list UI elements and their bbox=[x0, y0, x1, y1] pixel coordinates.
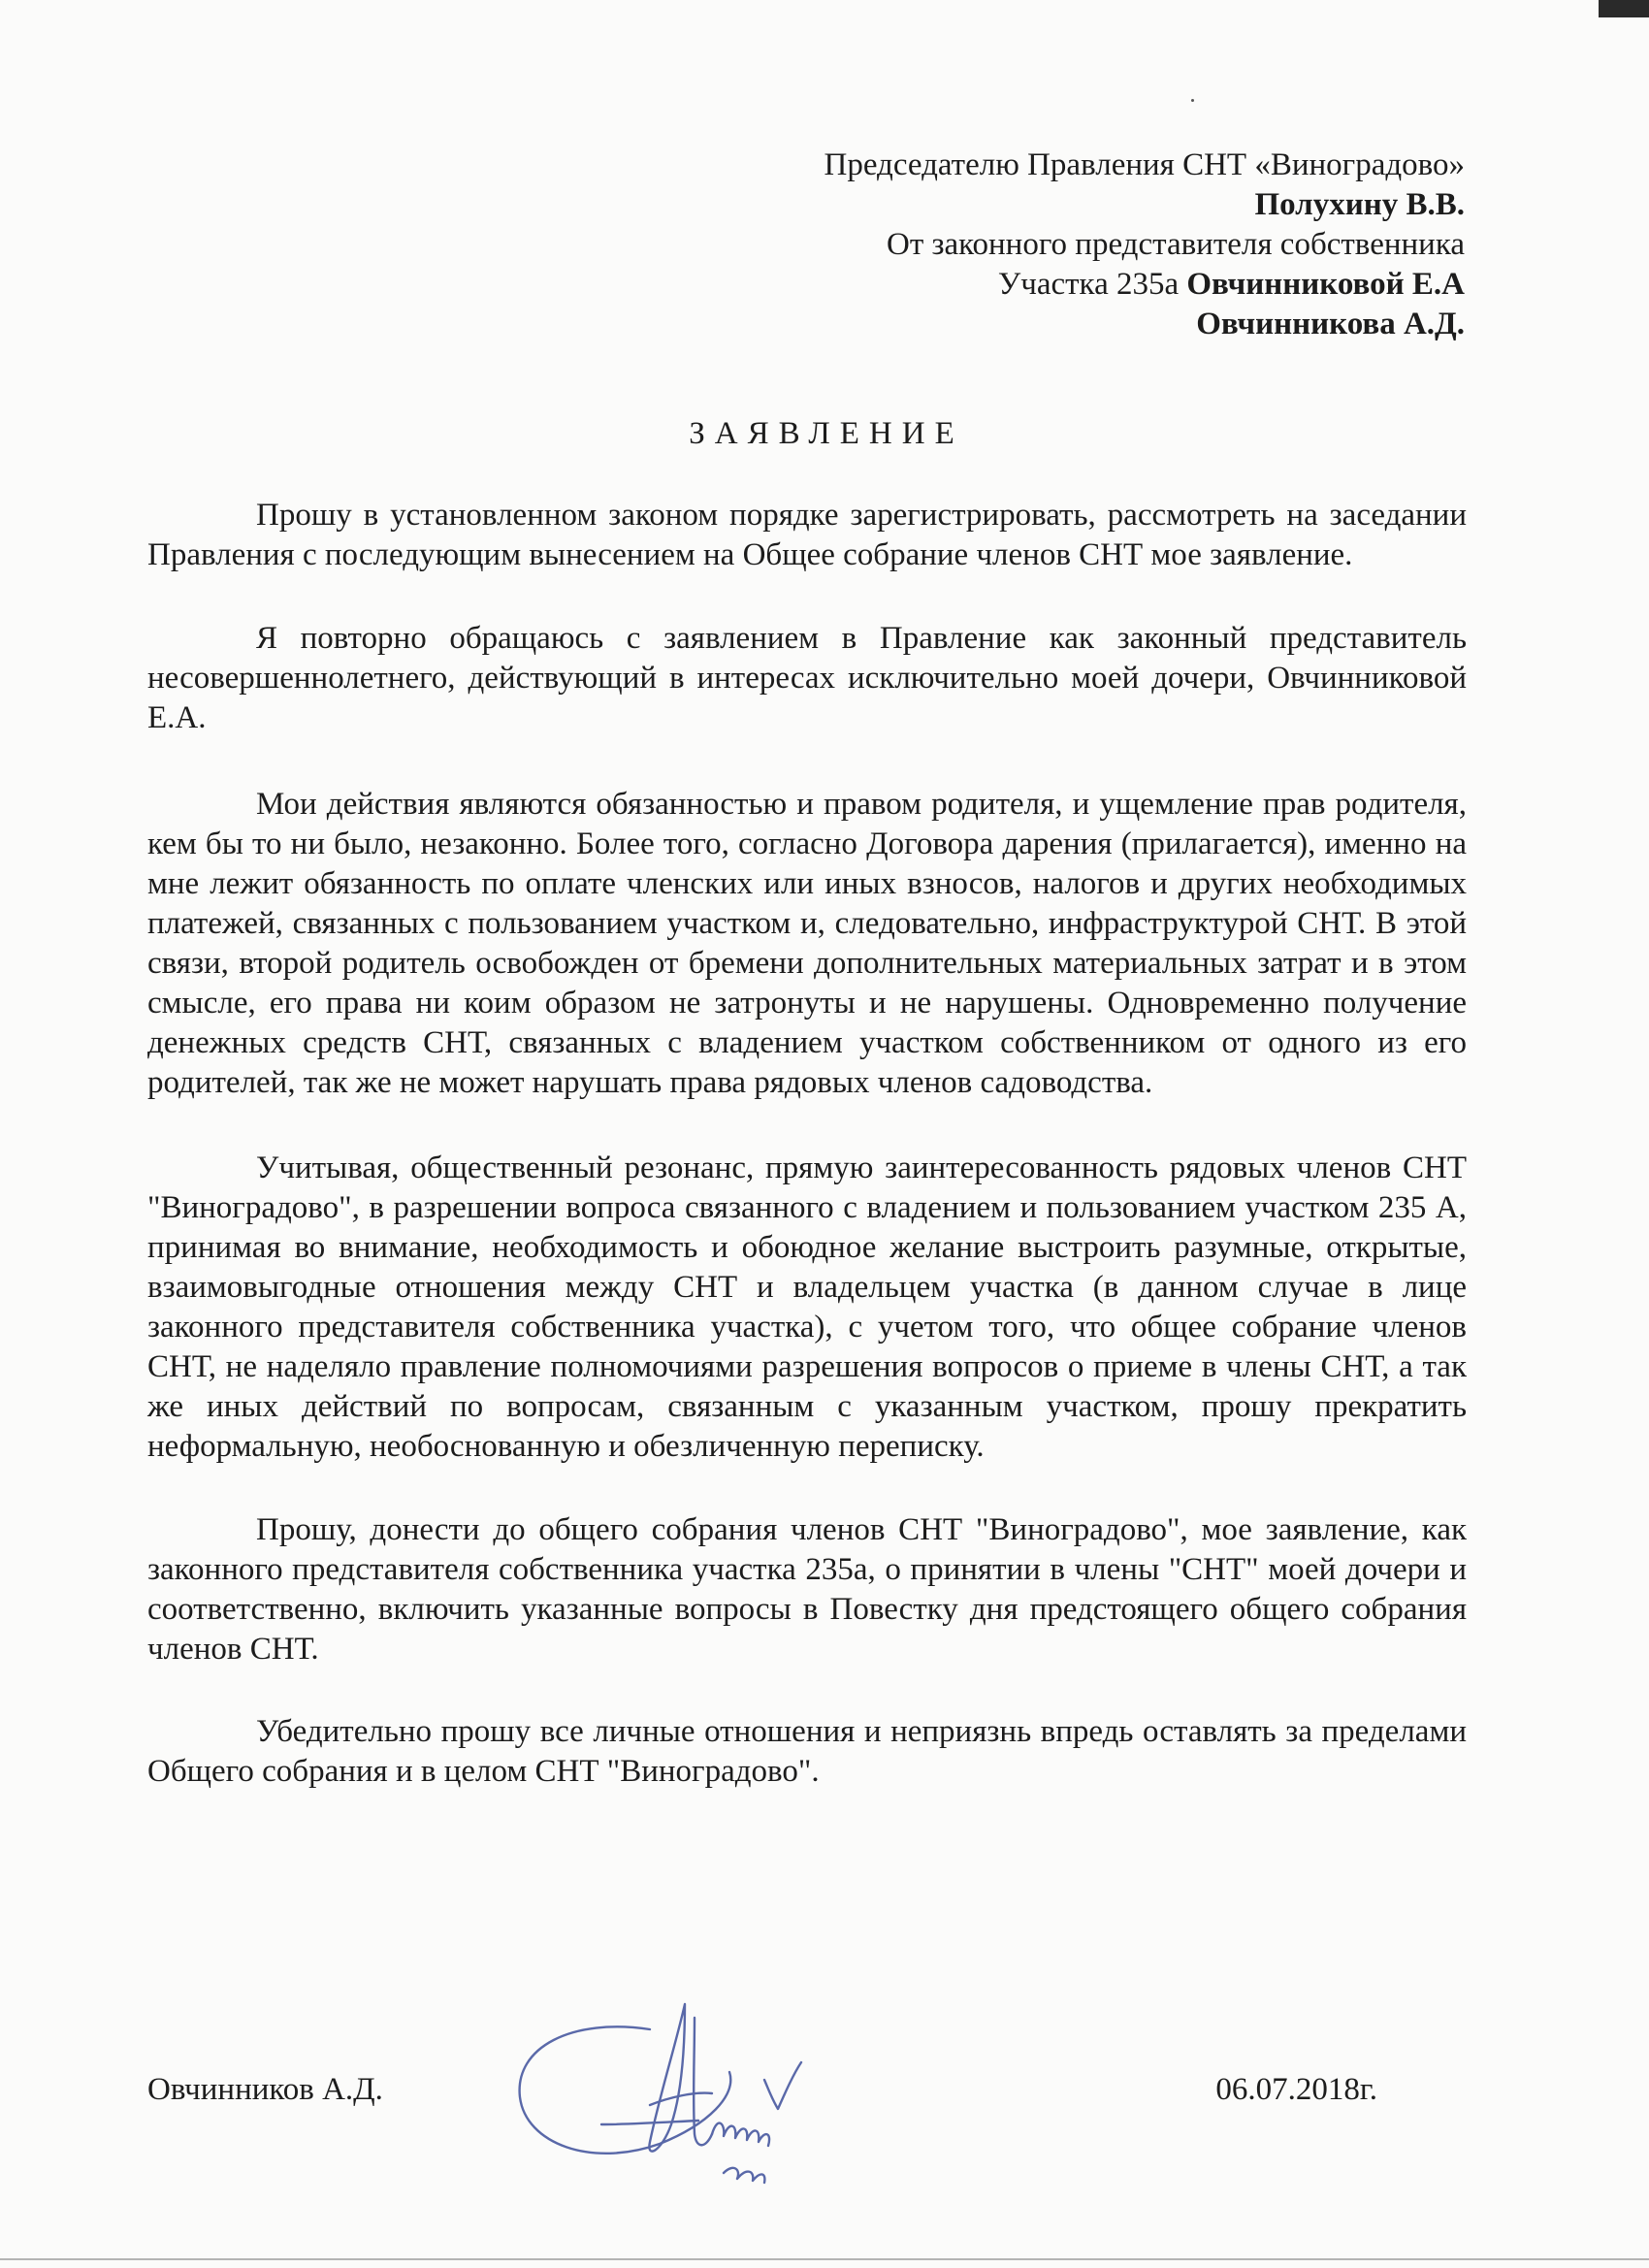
paragraph-parental-rights: Мои действия являются обязанностью и правом родителя, и ущемление прав родителя, кем бы то ни было, незаконно. Более того, согласно Договора дарения (прилагается), именно на мне лежит обязанность по оплате членских или иных взносов, налогов и других необходимых платежей, связанных с пользованием участком и, следовательно, инфраструктурой СНТ. В этой связи, второй родитель освобожден от бремени дополнительных материальных затрат и в этом смысле, его права ни коим образом не затронуты и не нарушены. Одновременно получение денежных средств СНТ, связанных с владением участком собственником от одного из его родителей, так же не может нарушать права рядовых членов садоводства. bbox=[147, 787, 1467, 1100]
addressee-line-from: От законного представителя собственника bbox=[886, 227, 1465, 262]
addressee-line-recipient: Полухину В.В. bbox=[1254, 187, 1465, 222]
document-body bbox=[147, 146, 1467, 1792]
paragraph-considering: Учитывая, общественный резонанс, прямую заинтересованность рядовых членов СНТ "Виноградово", в разрешении вопроса связанного с владением и пользованием участком 235 А, принимая во внимание, необходимость и обоюдное желание выстроить разумные, открытые, взаимовыгодные отношения между СНТ и владельцем участка (в данном случае в лице законного представителя собственника участка), с учетом того, что общее собрание членов СНТ, не наделяло правление полномочиями разрешения вопросов о приеме в члены СНТ, а так же иных действий по вопросам, связанным с указанным участком, прошу прекратить неформальную, необоснованную и обезличенную переписку. bbox=[147, 1150, 1467, 1464]
scan-bottom-edge bbox=[0, 2258, 1649, 2260]
scan-speck bbox=[1191, 99, 1194, 102]
addressee-line-plot bbox=[147, 265, 1465, 305]
signature-row bbox=[147, 2070, 1408, 2119]
addressee-line-sender: Овчинникова А.Д. bbox=[1196, 307, 1465, 341]
document-title: ЗАЯВЛЕНИЕ bbox=[689, 416, 964, 451]
addressee-line-chairman: Председателю Правления СНТ «Виноградово» bbox=[824, 147, 1465, 182]
paragraph-agenda-request: Прошу, донести до общего собрания членов СНТ "Виноградово", мое заявление, как законного представителя собственника участка 235а, о принятии в члены "СНТ" моей дочери и соответственно, включить указанные вопросы в Повестку дня предстоящего общего собрания членов СНТ. bbox=[147, 1512, 1467, 1667]
paragraph-request: Прошу в установленном законом порядке зарегистрировать, рассмотреть на заседании Правления с последующим вынесением на Общее собрание членов СНТ мое заявление. bbox=[147, 498, 1467, 572]
scan-edge-mark bbox=[1599, 0, 1649, 17]
plot-prefix: Участка 235а bbox=[997, 267, 1187, 302]
document-date: 06.07.2018г. bbox=[1215, 2072, 1377, 2107]
paragraph-closing: Убедительно прошу все личные отношения и неприязнь впредь оставлять за пределами Общего собрания и в целом СНТ "Виноградово". bbox=[147, 1714, 1467, 1789]
addressee-block bbox=[147, 146, 1467, 344]
owner-name: Овчинниковой Е.А bbox=[1186, 267, 1465, 302]
signer-name: Овчинников А.Д. bbox=[147, 2072, 383, 2107]
paragraph-representative: Я повторно обращаюсь с заявлением в Правление как законный представитель несовершеннолетнего, действующий в интересах исключительно моей дочери, Овчинниковой Е.А. bbox=[147, 621, 1467, 735]
